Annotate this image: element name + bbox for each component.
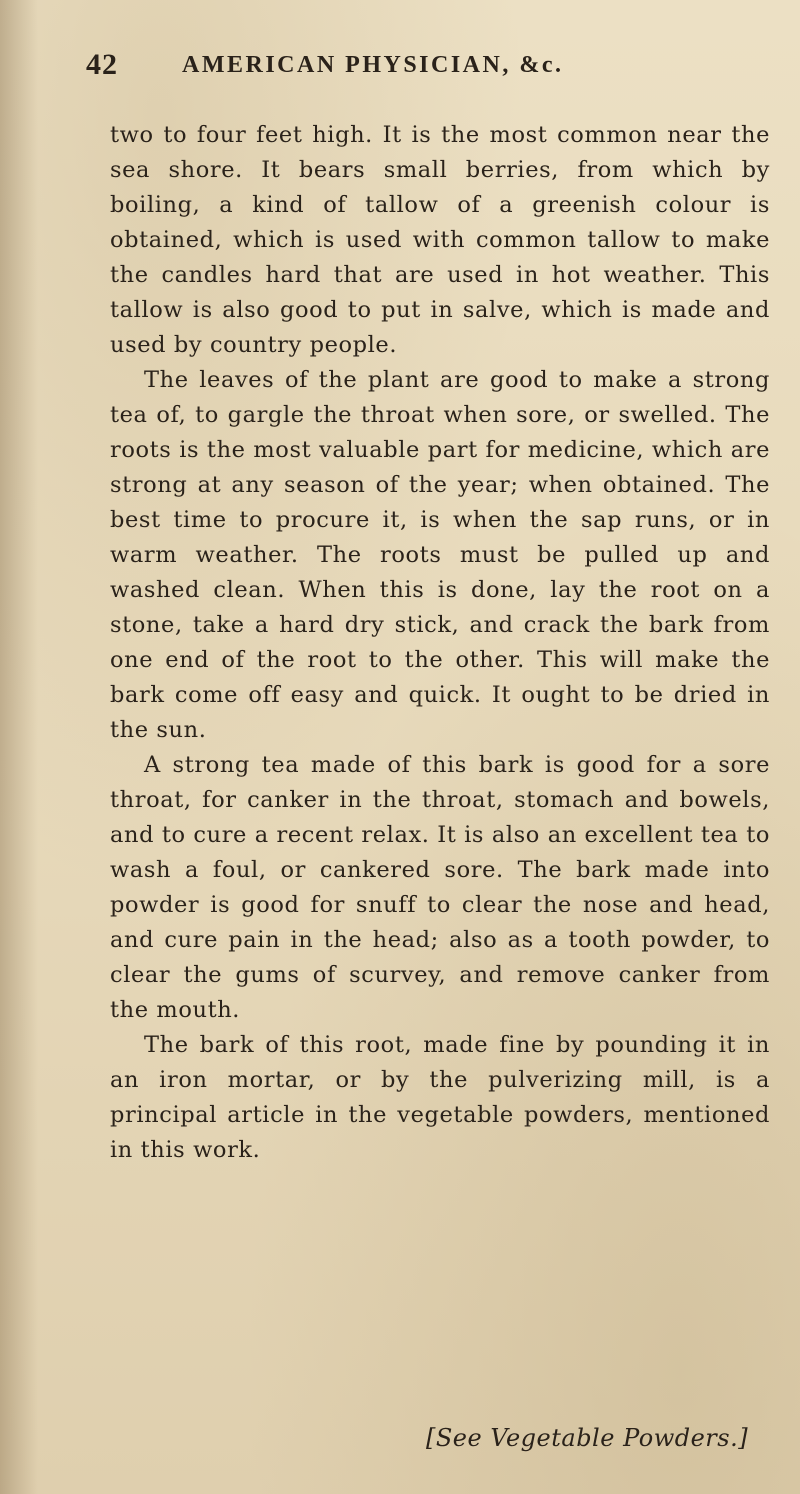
- cross-reference-line: [0, 1424, 800, 1464]
- page-gutter-shadow: [0, 0, 38, 1494]
- running-head: [0, 48, 800, 88]
- paragraph-continued: two to four feet high. It is the most common near the sea shore. It bears small berries, from which by boiling, a kind of tallow of a greenish colour is obtained, which is used with common tallow to make the candles hard that are used in hot weather. This tallow is also good to put in salve, which is made and used by country people.: [110, 122, 770, 358]
- cross-reference: [See Vegetable Powders.]: [426, 1424, 749, 1452]
- page-number: 42: [86, 48, 118, 81]
- body-text: [110, 118, 770, 1168]
- paragraph-bark-powder: The bark of this root, made fine by pounding it in an iron mortar, or by the pulverizing mill, is a principal article in the vegetable powders, mentioned in this work.: [110, 1032, 770, 1163]
- paragraph-leaves: The leaves of the plant are good to make a strong tea of, to gargle the throat when sore, or swelled. The roots is the most valuable part for medicine, which are strong at any season of the year; when obtained. The best time to procure it, is when the sap runs, or in warm weather. The roots must be pulled up and washed clean. When this is done, lay the root on a stone, take a hard dry stick, and crack the bark from one end of the root to the other. This will make the bark come off easy and quick. It ought to be dried in the sun.: [110, 367, 770, 743]
- running-title: AMERICAN PHYSICIAN, &c.: [182, 52, 564, 78]
- paragraph-bark-tea: A strong tea made of this bark is good for a sore throat, for canker in the throat, stomach and bowels, and to cure a recent relax. It is also an excellent tea to wash a foul, or cankered sore. The bark made into powder is good for snuff to clear the nose and head, and cure pain in the head; also as a tooth powder, to clear the gums of scurvey, and remove canker from the mouth.: [110, 752, 770, 1023]
